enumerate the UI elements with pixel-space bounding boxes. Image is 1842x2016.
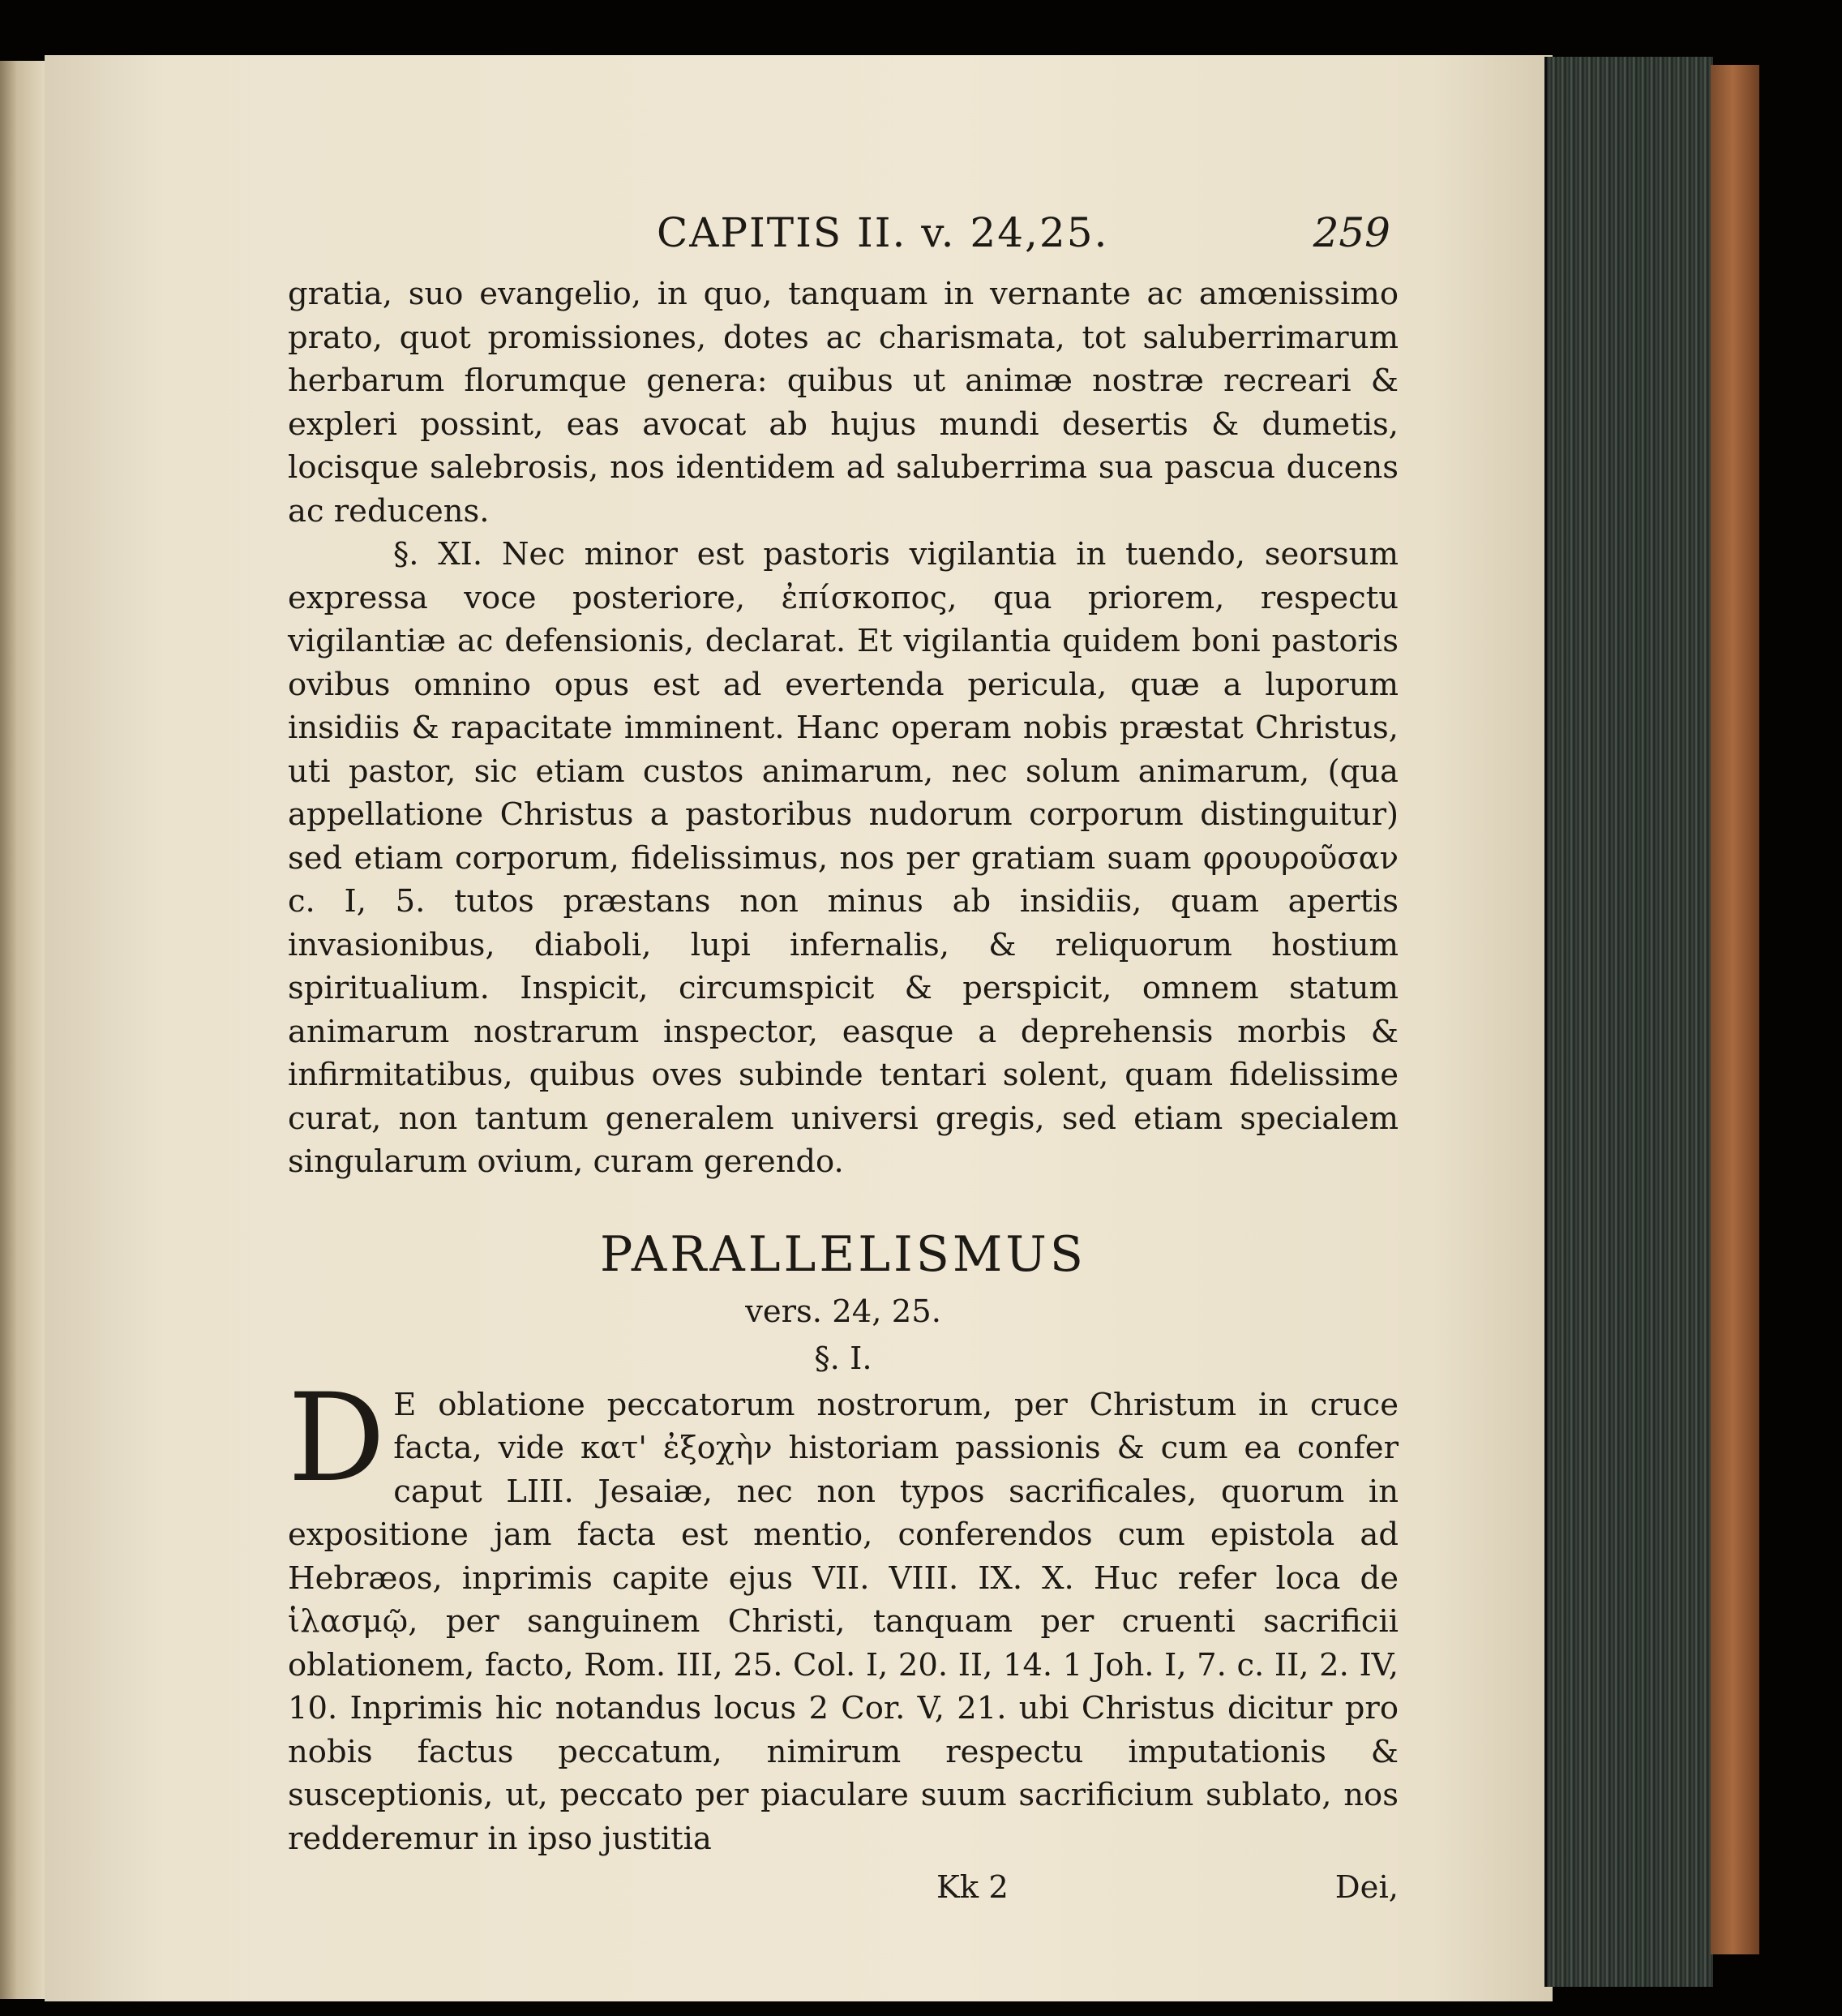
page-header bbox=[288, 209, 1399, 261]
paragraph-section-i-text: E oblatione peccatorum nostrorum, per Christum in cruce facta, vide κατ' ἐξοχὴν historiam passionis & cum ea confer caput LIII. Jesaiæ, nec non typos sacrificales, quorum in expositione jam facta est mentio, conferendos cum epistola ad Hebræos, inprimis capite ejus VII. VIII. IX. X. Huc refer loca de ἱλασμῷ, per sanguinem Christi, tanquam per cruenti sacrificii oblationem, facto, Rom. III, 25. Col. I, 20. II, 14. 1 Joh. I, 7. c. II, 2. IV, 10. Inprimis hic notandus locus 2 Cor. V, 21. ubi Christus dicitur pro nobis factus peccatum, nimirum respectu imputationis & susceptionis, ut, peccato per piaculare suum sacrificium sublato, nos redderemur in ipso justitia bbox=[288, 1386, 1399, 1857]
paragraph-section-i bbox=[288, 1367, 1399, 1861]
text-block bbox=[288, 209, 1399, 1906]
fore-edge bbox=[1544, 57, 1713, 1987]
footer-line bbox=[288, 1865, 1399, 1911]
body-text bbox=[288, 272, 1399, 1911]
paragraph-section-xi: §. XI. Nec minor est pastoris vigilantia in tuendo, seorsum expressa voce posteriore, ἐπίσκοπος, qua priorem, respectu vigilantiæ ac defensionis, declarat. Et vigilantia quidem boni pastoris ovibus omnino opus est ad evertenda pericula, quæ a luporum insidiis & rapacitate imminent. Hanc operam nobis præstat Christus, uti pastor, sic etiam custos animarum, nec solum animarum, (qua appellatione Christus a pastoribus nudorum corporum distinguitur) sed etiam corporum, fidelissimus, nos per gratiam suam φρουροῦσαν c. I, 5. tutos præstans non minus ab insidiis, quam apertis invasionibus, diaboli, lupi infernalis, & reliquorum hostium spiritualium. Inspicit, circumspicit & perspicit, omnem statum animarum nostrarum inspector, easque a deprehensis morbis & infirmitatibus, quibus oves subinde tentari solent, quam fidelissime curat, non tantum generalem universi gregis, sed etiam specialem singularum ovium, curam gerendo. bbox=[288, 536, 1399, 1180]
section-subtitle: vers. 24, 25. bbox=[745, 1293, 941, 1330]
page-number: 259 bbox=[1313, 209, 1390, 256]
drop-cap: D bbox=[288, 1367, 386, 1509]
signature-mark: Kk 2 bbox=[936, 1869, 1009, 1906]
left-page-edge bbox=[0, 61, 49, 1999]
paragraph-continuation: gratia, suo evangelio, in quo, tanquam in vernante ac amœnissimo prato, quot promissiones, dotes ac charismata, tot saluberrimarum herbarum florumque genera: quibus ut animæ nostræ recreari & expleri possint, eas avocat ab hujus mundi desertis & dumetis, locisque salebrosis, nos identidem ad saluberrima sua pascua ducens ac reducens. bbox=[288, 276, 1399, 530]
running-head: CAPITIS II. v. 24,25. bbox=[657, 209, 1109, 256]
section-mark: §. I. bbox=[814, 1340, 872, 1377]
book-page bbox=[45, 55, 1553, 2001]
section-title: PARALLELISMUS bbox=[600, 1225, 1086, 1283]
leather-binding bbox=[1711, 65, 1759, 1954]
catchword: Dei, bbox=[1334, 1869, 1399, 1906]
